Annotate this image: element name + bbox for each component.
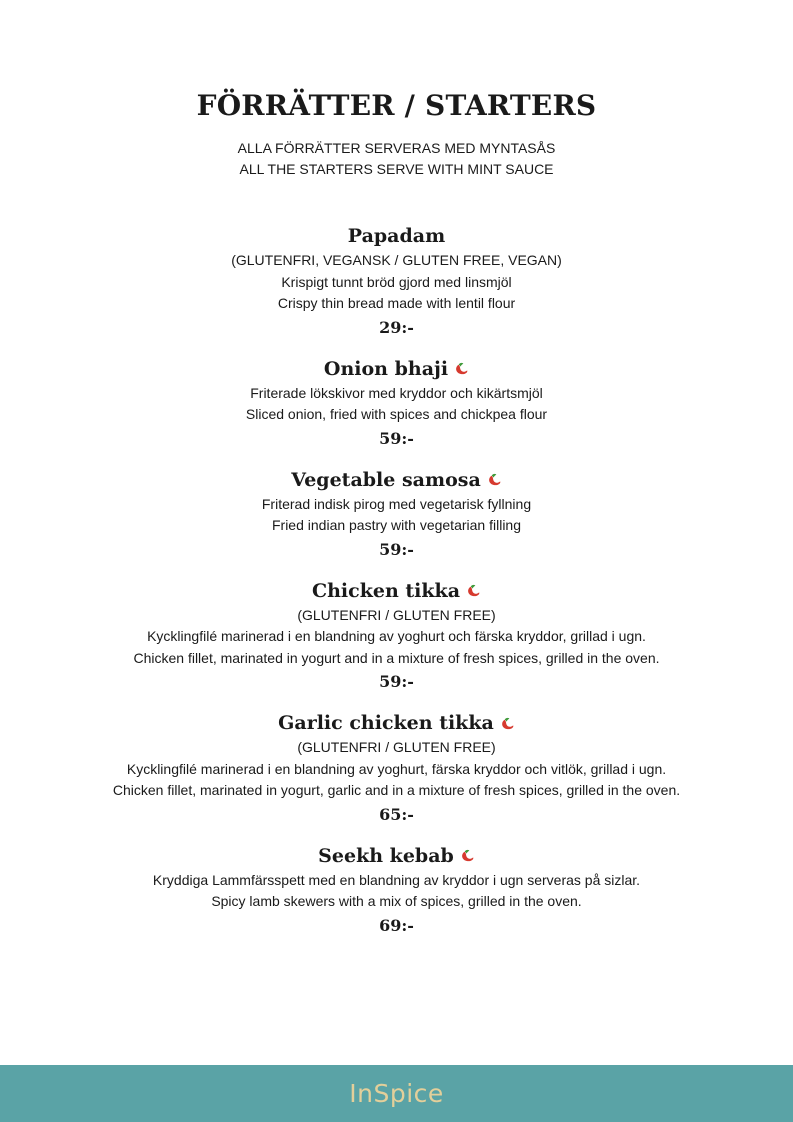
menu-item-description: Kycklingfilé marinerad i en blandning av yoghurt och färska kryddor, grillad i ugn. xyxy=(147,628,646,644)
menu-item-description: Kryddiga Lammfärsspett med en blandning av kryddor i ugn serveras på sizlar. xyxy=(152,871,641,888)
menu-item-price: 65:- xyxy=(379,804,414,824)
menu-item-description: Kycklingfilé marinerad i en blandning av yoghurt, färska kryddor och vitlök, grillad i ugn. xyxy=(126,760,667,777)
chili-pepper-icon xyxy=(487,472,502,487)
menu-item-name-text: Garlic chicken tikka xyxy=(278,712,494,734)
menu-item xyxy=(0,842,793,937)
menu-item-name-text: Chicken tikka xyxy=(311,579,461,602)
menu-item-name-text: Vegetable samosa xyxy=(291,468,481,491)
menu-item-name-text: Seekh kebab xyxy=(318,844,454,867)
menu-item xyxy=(0,222,793,339)
menu-item-name-text: Onion bhaji xyxy=(323,357,449,380)
menu-item xyxy=(0,466,793,561)
menu-item-name xyxy=(324,355,469,383)
menu-item xyxy=(0,355,793,450)
menu-item-description: Fried indian pastry with vegetarian filling xyxy=(271,517,521,533)
menu-item-description: Spicy lamb skewers with a mix of spices, grilled in the oven. xyxy=(211,893,582,909)
menu-item-price: 59:- xyxy=(379,539,414,559)
menu-item-price: 69:- xyxy=(379,915,414,935)
menu-header xyxy=(0,86,793,180)
menu-item-description: Friterad indisk pirog med vegetarisk fyllning xyxy=(261,495,532,512)
starters-list xyxy=(0,222,793,953)
brand-logo: InSpice xyxy=(349,1079,444,1108)
menu-item-price: 29:- xyxy=(379,317,414,337)
chili-pepper-icon xyxy=(466,583,481,598)
menu-item-name xyxy=(312,577,481,605)
menu-item xyxy=(0,709,793,826)
chili-pepper-icon xyxy=(460,848,475,863)
chili-pepper-icon xyxy=(500,716,515,731)
menu-item-name xyxy=(278,709,515,737)
page-title: FÖRRÄTTER / STARTERS xyxy=(196,89,597,122)
menu-item-description: Friterade lökskivor med kryddor och kikärtsmjöl xyxy=(250,384,543,401)
menu-item-price: 59:- xyxy=(379,672,414,691)
chili-pepper-icon xyxy=(454,361,469,376)
sauce-note-english: ALL THE STARTERS SERVE WITH MINT SAUCE xyxy=(239,161,554,177)
menu-item-description: (GLUTENFRI / GLUTEN FREE) xyxy=(297,739,496,755)
menu-item-name xyxy=(318,842,475,870)
menu-item-name xyxy=(348,222,445,250)
menu-item-description: Chicken fillet, marinated in yogurt, garlic and in a mixture of fresh spices, grilled in the oven. xyxy=(112,782,681,798)
sauce-note xyxy=(0,138,793,180)
menu-item-description: Krispigt tunnt bröd gjord med linsmjöl xyxy=(281,273,512,290)
footer-bar xyxy=(0,1065,793,1122)
menu-item-description: (GLUTENFRI, VEGANSK / GLUTEN FREE, VEGAN) xyxy=(231,252,562,268)
menu-item-price: 59:- xyxy=(379,428,414,448)
menu-item-description: Crispy thin bread made with lentil flour xyxy=(277,295,516,311)
menu-item-name-text: Papadam xyxy=(347,225,446,247)
menu-item xyxy=(0,577,793,694)
menu-item-description: (GLUTENFRI / GLUTEN FREE) xyxy=(297,606,496,623)
menu-item-description: Chicken fillet, marinated in yogurt and in a mixture of fresh spices, grilled in the oven. xyxy=(133,649,660,666)
menu-item-name xyxy=(291,466,502,494)
sauce-note-swedish: ALLA FÖRRÄTTER SERVERAS MED MYNTASÅS xyxy=(237,140,556,156)
menu-item-description: Sliced onion, fried with spices and chickpea flour xyxy=(245,406,548,422)
